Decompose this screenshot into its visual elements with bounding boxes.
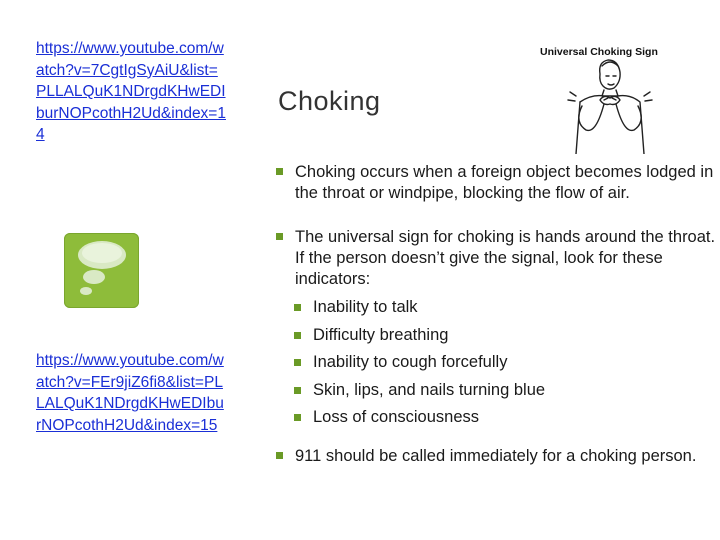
indicator-item xyxy=(294,322,716,350)
bullet-call-911 xyxy=(276,446,716,467)
bullet-marker xyxy=(294,304,301,311)
video-thumbnail[interactable] xyxy=(64,233,139,308)
indicator-item xyxy=(294,404,716,432)
indicator-text: Skin, lips, and nails turning blue xyxy=(313,380,546,399)
bullet-text: 911 should be called immediately for a choking person. xyxy=(295,446,697,465)
bullet-marker xyxy=(276,233,283,240)
indicator-text: Inability to talk xyxy=(313,298,418,316)
bullet-marker xyxy=(276,452,283,459)
video-link-2[interactable]: https://www.youtube.com/watch?v=FEr9jiZ6fi8&list=PLLALQuK1NDrgdKHwEDIburNOPcothH2Ud&index=15 xyxy=(36,352,224,434)
indicator-text: Loss of consciousness xyxy=(313,408,480,426)
bullet-marker xyxy=(276,168,283,175)
bullet-marker xyxy=(294,414,301,421)
figure-caption: Universal Choking Sign xyxy=(540,46,658,58)
page-title: Choking xyxy=(278,86,381,116)
content-bullets xyxy=(276,162,716,467)
indicator-item xyxy=(294,349,716,377)
bullet-marker xyxy=(294,387,301,394)
bullet-definition xyxy=(276,162,716,204)
indicator-text: Difficulty breathing xyxy=(313,325,449,344)
indicator-item xyxy=(294,377,716,405)
bullet-marker xyxy=(294,332,301,339)
bullet-text: Choking occurs when a foreign object becomes lodged in the throat or windpipe, blocking the flow of air. xyxy=(295,163,714,202)
choking-person-illustration xyxy=(530,44,680,154)
bullet-text: The universal sign for choking is hands around the throat. If the person doesn’t give the signal, look for these indicators: xyxy=(295,228,716,288)
indicator-text: Inability to cough forcefully xyxy=(313,353,508,371)
bullet-universal-sign xyxy=(276,227,716,290)
video-link-1[interactable]: https://www.youtube.com/watch?v=7CgtIgSyAiU&list=PLLALQuK1NDrgdKHwEDIburNOPcothH2Ud&index=14 xyxy=(36,40,226,143)
bullet-marker xyxy=(294,359,301,366)
indicator-item xyxy=(294,294,716,322)
speech-bubble-icon xyxy=(64,233,139,308)
